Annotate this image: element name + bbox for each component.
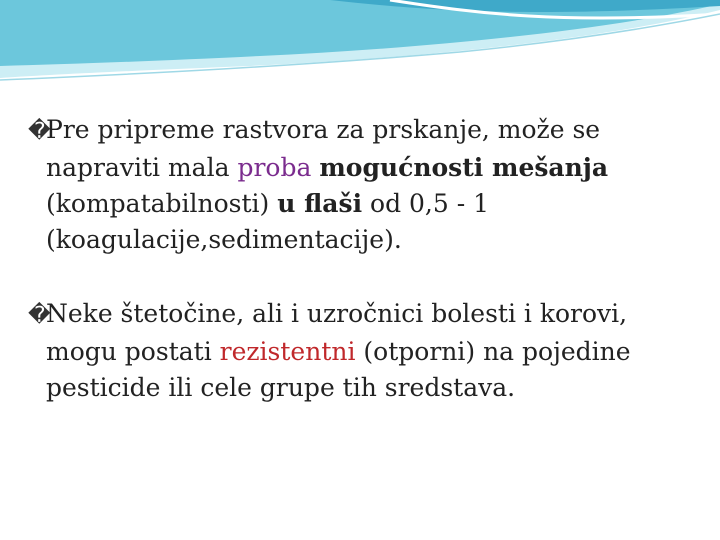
header-wave-decoration: [0, 0, 720, 90]
paragraph-1-text: Pre pripreme rastvora za prskanje, može se napraviti mala: [46, 115, 601, 182]
mogucnosti-mesanja-bold: mogućnosti mešanja: [319, 153, 609, 182]
rezistentni-highlight: rezistentni: [219, 337, 356, 366]
replacement-character-bullet-icon: �: [28, 303, 51, 328]
paragraph-1: [28, 112, 698, 258]
proba-highlight: proba: [237, 153, 312, 182]
paragraph-2-text: Neke štetočine, ali i uzročnici bolesti i korovi, mogu postati: [46, 299, 628, 366]
u-flasi-bold: u flaši: [277, 189, 363, 218]
paragraph-1-kompatibilnost: (kompatabilnosti): [46, 189, 278, 218]
paragraph-2: [28, 296, 698, 406]
slide-body: [28, 112, 698, 444]
paragraph-2-end: (otporni) na pojedine pesticide ili cele grupe tih sredstava.: [46, 337, 631, 402]
replacement-character-bullet-icon: �: [28, 119, 51, 144]
paragraph-1-end: od 0,5 - 1 (koagulacije,sedimentacije).: [46, 189, 490, 254]
